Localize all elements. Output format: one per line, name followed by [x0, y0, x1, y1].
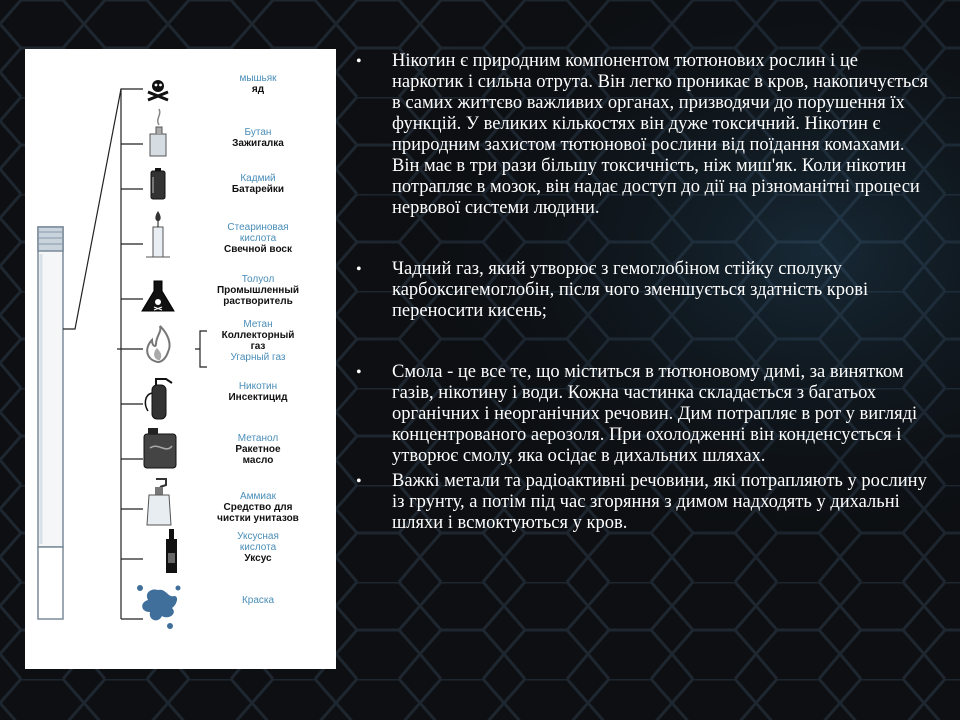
bullet-list: [352, 51, 932, 534]
label-arsenic: мышьяк яд: [239, 73, 277, 95]
label-butane: Бутан Зажигалка: [232, 127, 284, 149]
label-toluene: Толуол Промышленный растворитель: [216, 274, 300, 307]
bullet-tar: [352, 362, 932, 467]
bullet-heavy-metals: [352, 471, 932, 534]
bullet-marker: •: [356, 364, 362, 381]
candle-icon: [146, 211, 170, 257]
spacer: [352, 322, 932, 362]
label-cadmium: Кадмий Батарейки: [231, 173, 285, 195]
label-paint: Краска: [241, 595, 275, 606]
spray-bottle-icon: [147, 479, 171, 525]
label-ammonia: Аммиак Средство для чистки унитазов: [217, 491, 299, 524]
label-stearic-acid: Стеариновая кислота Свечной воск: [224, 222, 292, 255]
bullet-carbon-monoxide: [352, 259, 932, 322]
bottle-icon: [166, 529, 177, 573]
spacer: [352, 219, 932, 259]
bullet-marker: •: [356, 473, 362, 490]
paint-splash-icon: [137, 585, 181, 629]
cigarette-icon: [38, 227, 63, 619]
bullet-text-block: [352, 51, 932, 534]
bullet-marker: •: [356, 53, 362, 70]
bullet-text: Чадний газ, який утворює з гемоглобіном стійку сполуку карбоксигемоглобін, після чого зменшується здатність крові переносити кисень;: [392, 259, 869, 321]
label-methanol: Метанол Ракетное масло: [235, 433, 281, 466]
fire-icon: [147, 326, 169, 362]
flask-poison-icon: [142, 281, 174, 311]
label-acetic-acid: Уксусная кислота Уксус: [237, 531, 279, 564]
skull-crossbones-icon: [148, 80, 168, 100]
label-methane: Метан Коллекторный газ Угарный газ: [221, 319, 295, 363]
cigarette-chemicals-illustration: [25, 49, 336, 669]
bullet-nicotine: [352, 51, 932, 219]
fire-extinguisher-icon: [145, 379, 172, 419]
bullet-text: Смола - це все те, що міститься в тютюновому димі, за винятком газів, нікотину і води. Кожна частинка складається з багатьох органічних і неорганічних речовин. Дим потрапляє в рот у вигляді концентрованого аерозоля. При охолодженні він конденсується і утворює смолу, яка осідає в дихальних шляхах.: [392, 362, 918, 466]
bullet-text: Нікотин є природним компонентом тютюнових рослин і це наркотик і сильна отрута. Він легко проникає в кров, накопичується в самих життєво важливих органах, призводячи до порушення їх функцій. У великих кількостях він дуже токсичний. Нікотин є природним захистом тютюнової рослини від поїдання комахами. Він має в три рази більшу токсичність, ніж миш'як. Коли нікотин потрапляє в мозок, він надає доступ до дії на різноманітні процеси нервової системи людини.: [392, 51, 929, 218]
bullet-text: Важкі метали та радіоактивні речовини, які потрапляють у рослину із грунту, а потім під час згоряння з димом надходять у дихальні шляхи і всмоктуються у кров.: [392, 471, 927, 533]
battery-icon: [151, 168, 165, 199]
lighter-icon: [150, 109, 166, 156]
bullet-marker: •: [356, 261, 362, 278]
fuel-can-icon: [144, 428, 176, 468]
label-nicotine: Никотин Инсектицид: [228, 381, 288, 403]
connector-lines: [63, 89, 207, 619]
